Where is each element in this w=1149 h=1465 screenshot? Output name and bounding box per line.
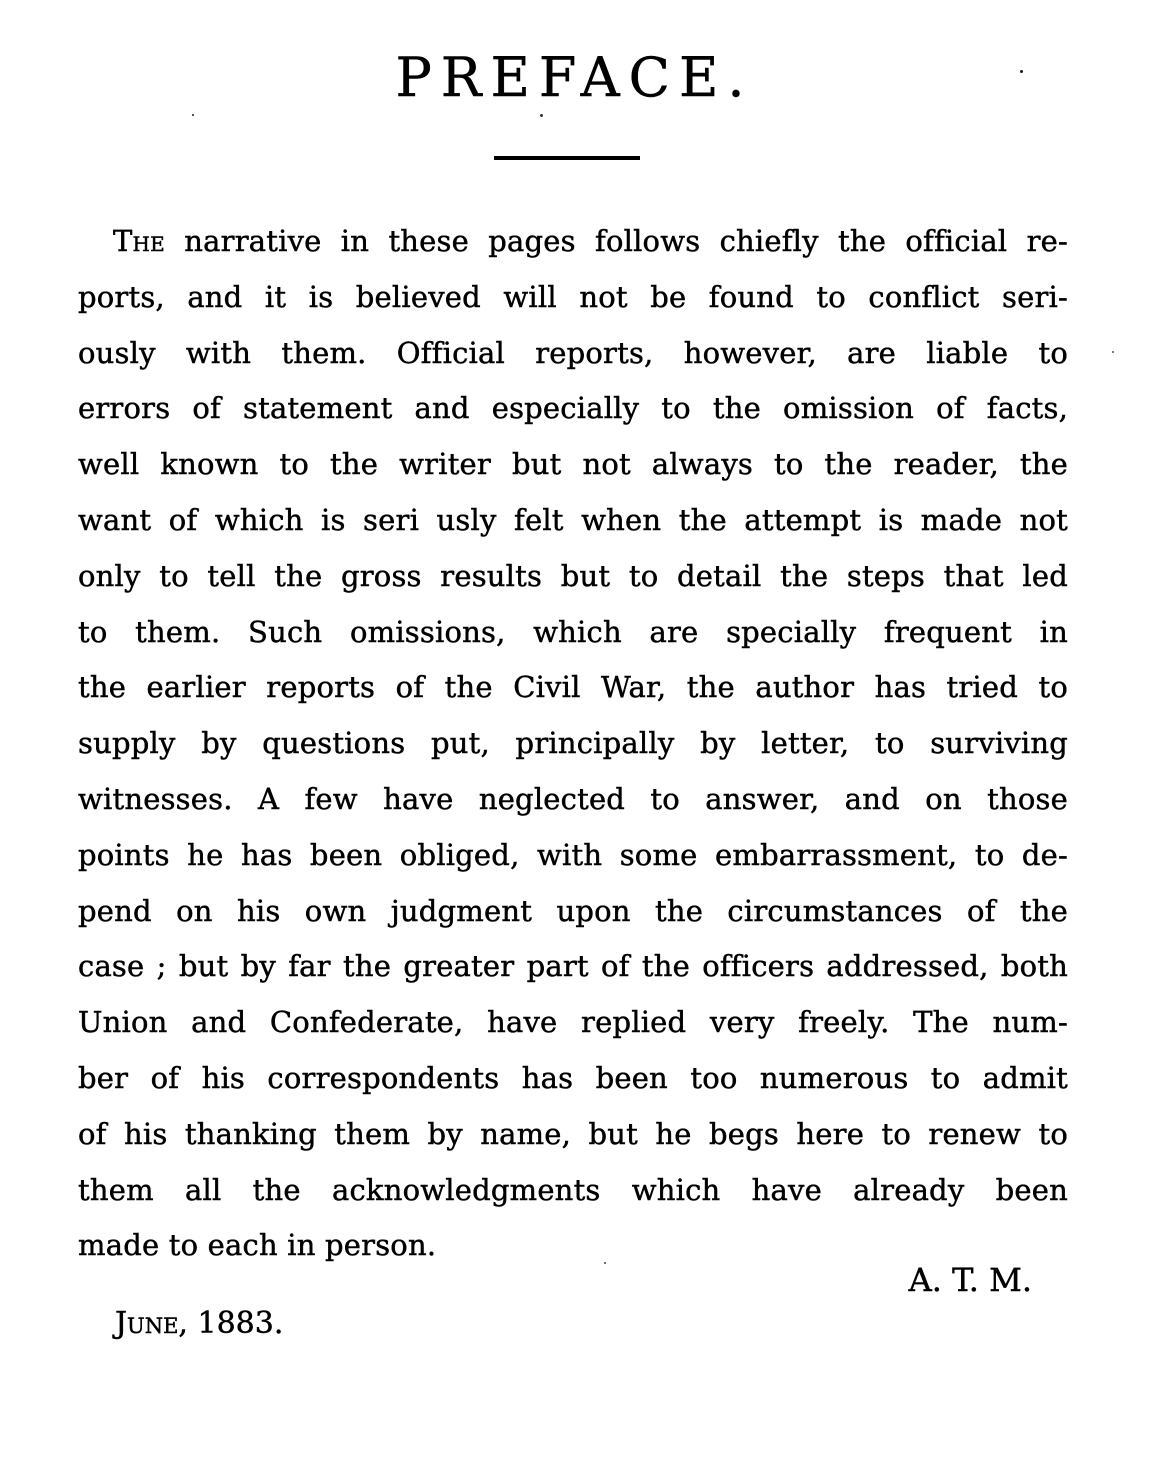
preface-paragraph [78,214,1068,1274]
page-title: PREFACE. [395,46,754,109]
preface-line: points he has been obliged, with some embarrassment, to de- [78,837,1068,872]
preface-line: made to each in person. [78,1228,437,1263]
date-text: June, 1883. [115,1306,284,1342]
preface-line: of his thanking them by name, but he begs here to renew to [78,1116,1068,1151]
preface-line: pend on his own judgment upon the circumstances of the [78,893,1068,928]
preface-line: them all the acknowledgments which have already been [78,1172,1068,1207]
author-initials: A. T. M. [908,1261,1032,1300]
preface-line: the earlier reports of the Civil War, the author has tried to [78,670,1068,705]
lead-word-small-caps: The [113,224,165,258]
preface-line: witnesses. A few have neglected to answer, and on those [78,781,1068,816]
preface-line-text: narrative in these pages follows chiefly the official re- [164,224,1068,258]
preface-line: ously with them. Official reports, however, are liable to [78,335,1068,370]
scan-speck [1112,351,1114,353]
scan-speck [1020,70,1023,73]
preface-line: only to tell the gross results but to detail the steps that led [78,558,1068,593]
title-divider-rule [494,156,640,160]
date-line [115,1308,1149,1340]
preface-line: want of which is seri usly felt when the attempt is made not [78,502,1068,537]
preface-line: to them. Such omissions, which are specially frequent in [78,614,1068,649]
preface-line: ports, and it is believed will not be found to conflict seri- [78,279,1068,314]
preface-line: well known to the writer but not always to the reader, the [78,447,1068,482]
scan-speck [604,1262,606,1264]
scan-speck [540,114,543,117]
preface-line: supply by questions put, principally by letter, to surviving [78,726,1068,761]
scan-speck [192,114,194,116]
preface-line: case ; but by far the greater part of the officers addressed, both [78,949,1068,984]
preface-line: Union and Confederate, have replied very freely. The num- [78,1005,1068,1040]
preface-line: ber of his correspondents has been too numerous to admit [78,1060,1068,1095]
preface-line: errors of statement and especially to the omission of facts, [78,391,1068,426]
preface-line [78,214,1068,270]
